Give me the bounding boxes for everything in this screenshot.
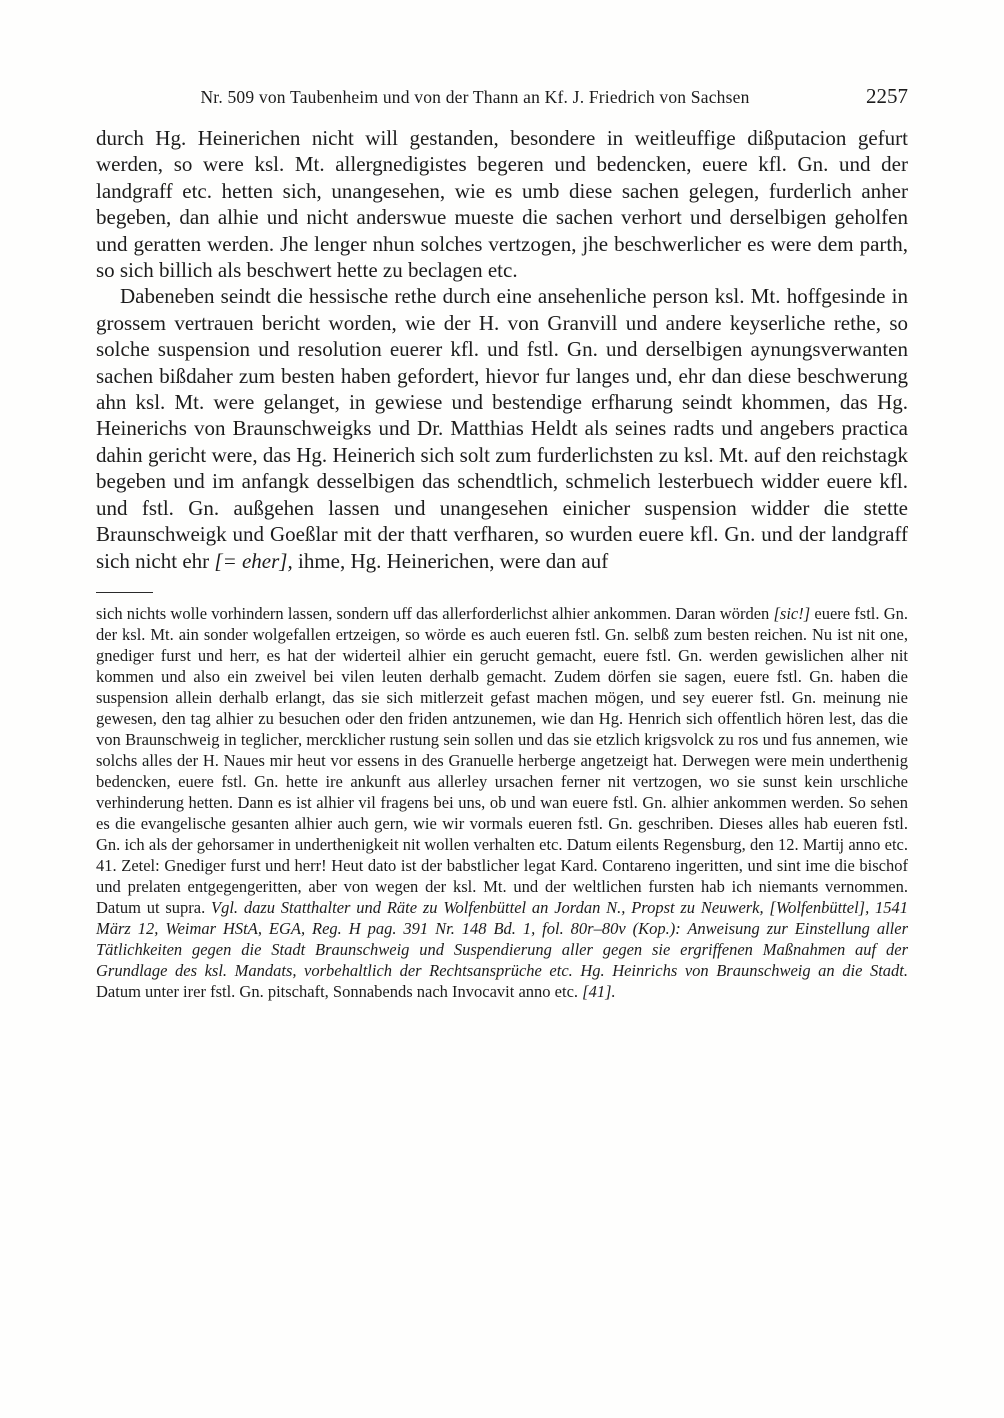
editorial-note: [= eher], <box>214 548 293 573</box>
text-segment: Datum unter irer fstl. Gn. pitschaft, Sonnabends nach Invocavit anno etc. <box>96 981 583 1001</box>
main-text <box>96 125 908 574</box>
editorial-note: [sic!] <box>773 603 811 623</box>
text-segment: durch Hg. Heinerichen nicht will gestanden, besondere in weitleuffige dißputacion gefurt werden, so were ksl. Mt. allergnedigistes begeren und bedencken, euere kfl. Gn. und der landgraff etc. hetten sich, unangesehen, wie es umb diese sachen gelegen, furderlich anher begeben, dan alhie und nicht anderswue mueste die sachen verhort und derselbigen geholfen und geratten werden. Jhe lenger nhun solches vertzogen, jhe beschwerlicher es were dem parth, so sich billich als beschwert hette zu beclagen etc. <box>96 126 908 283</box>
paragraph <box>96 283 908 573</box>
text-segment: euere fstl. Gn. der ksl. Mt. ain sonder wolgefallen ertzeigen, so wörde es auch eueren fstl. Gn. selbß zum besten reichen. Nu ist nit one, gnediger furst und herr, es hat der widerteil alhier ein gerucht gemacht, euere fstl. Gn. werden gewislichen alher nit kommen und also ein zweivel bei vilen leuten derhalb gemacht. Zudem dörfen sie sagen, euere fstl. Gn. haben die suspension allein derhalb erlangt, das sie sich mitlerzeit gefast machen mögen, und sey euerer fstl. Gn. meinung nie gewesen, den tag alhier zu besuchen oder den friden antzunemen, wie dan Hg. Henrich sich offentlich hören lest, das die von Braunschweig in teglicher, mercklicher rustung sein sollen und das sie etzlich krigsvolck zu ros und fus annemen, wie solchs alles der H. Naues mir heut vor essens in des Granuelle herberge angetzeigt hat. Derwegen were mein underthenig bedencken, euere fstl. Gn. hette ire ankunft aus allerley ursachen ferner nit vertzogen, wo sie sunst kein urschliche verhinderung hetten. Dann es ist alhier vil fragens bei uns, ob und wan euere fstl. Gn. alhier ankommen werden. So sehen es die evangelische gesanten alhier auch gern, wie wir vormals eueren fstl. Gn. geschriben. Dieses alles hab eueren fstl. Gn. ich als der gehorsamer in underthenigkeit nit wollen verhalten etc. Datum eilents Regensburg, den 12. Martij anno etc. 41. Zetel: Gnediger furst und herr! Heut dato ist der babstlicher legat Kard. Contareno ingeritten, und sint ime die bischof und prelaten entgegengeritten, aber von wegen der ksl. Mt. und der weltlichen fursten hab ich niemants vernommen. Datum ut supra. <box>96 603 909 917</box>
editorial-reference: Vgl. dazu Statthalter und Räte zu Wolfenbüttel an Jordan N., Propst zu Neuwerk, [Wolfenbüttel], 1541 März 12, Weimar HStA, EGA, Reg. H pag. 391 Nr. 148 Bd. 1, fol. 80r–80v (Kop.): Anweisung zur Einstellung aller Tätlichkeiten gegen die Stadt Braunschweig und Suspendierung aller gegen sie ergriffenen Maßnahmen auf der Grundlage des ksl. Mandats, vorbehaltlich der Rechtsansprüche etc. Hg. Heinrichs von Braunschweig an die Stadt. <box>96 897 908 980</box>
page-number: 2257 <box>866 84 908 108</box>
text-segment: Dabeneben seindt die hessische rethe durch eine ansehenliche person ksl. Mt. hoffgesinde in grossem vertrauen bericht worden, wie der H. von Granvill und andere keyserliche rethe, so solche suspension und resolution euerer kfl. und fstl. Gn. und derselbigen aynungsverwanten sachen bißdaher zum besten haben gefordert, hievor fur langes und, ehr dan diese beschwerung ahn ksl. Mt. were gelanget, in gewiese und bestendige erfharung seindt khommen, das Hg. Heinerichs von Braunschweigks und Dr. Matthias Heldt als seines radts und angebers practica dahin gericht were, das Hg. Heinerich sich solt zum furderlichsten zu ksl. Mt. auf den reichstagk begeben und im anfangk desselbigen das schendtlich, schmelich lesterbuech widder euere kfl. und fstl. Gn. außgehen lassen und unangesehen einicher suspension widder die stette Braunschweigk und Goeßlar mit der thatt verfharen, so wurden euere kfl. Gn. und der landgraff sich nicht ehr <box>96 284 908 573</box>
text-segment: ihme, Hg. Heinerichen, were dan auf <box>292 548 609 573</box>
paragraph <box>96 125 908 283</box>
footnote-separator <box>96 592 153 593</box>
running-title: Nr. 509 von Taubenheim und von der Thann an Kf. J. Friedrich von Sachsen <box>200 87 750 107</box>
text-segment: sich nichts wolle vorhindern lassen, sondern uff das allerforderlichst alhier ankommen. Daran wörden <box>96 603 774 623</box>
page-header <box>96 84 908 109</box>
footnote-text <box>96 603 908 1002</box>
editorial-note: [41]. <box>582 981 616 1001</box>
